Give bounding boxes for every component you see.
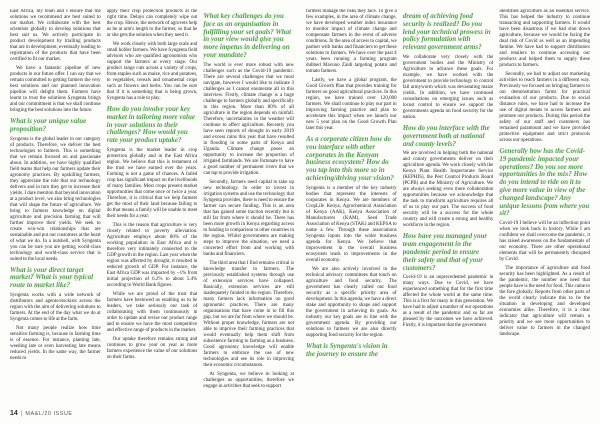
question-heading: What is Syngenta's vision in the journey to ensure the: [306, 341, 388, 358]
body-paragraph: Syngenta works with a wide network of distributors and agents/stockists across the region with the aim of delivering solutions to farmers. At the end of the day what we do at Syngenta comes to life at the farm.: [10, 292, 101, 322]
question-heading: What is your unique value proposition?: [10, 117, 87, 133]
issue-label: MA&L/20 ISSUE: [25, 411, 73, 417]
body-paragraph: At Syngenta, we believe in looking at challenges as opportunities, therefore we engage in activities that seek to support: [203, 371, 295, 389]
question-heading: Generally how has the Covid-19 pandemic impacted your operations? Do you see more opportunities in the mix? How do you intend to ride on it to give more value in view of the changed landscape? Any unique lessons from where you sit?: [499, 147, 590, 218]
text-column-6: [499, 9, 590, 402]
question-heading: How do you interface with the government both at national and county levels?: [402, 123, 490, 148]
body-paragraph: The world is ever more robust with new challenges such as the Covid-19 pandemic. There are several challenges that we must navigate, however I would like to indicate 3 challenges as I cannot enumerate all in this interview. Firstly, climate change is a huge challenge to farmers globally and specifically in this region. More than 80% of all agriculture in the region depends on rainfall. Therefore, uncertainties in the weather will continue to affect agriculture. Recently you have seen reports of drought in early 2019 and excess rains this year that have resulted in flooding in some parts of Kenya and Uganda. Climate change poses an opportunity to increase the proportion of irrigated farmlands. We are fortunate to have a good number of permanent rivers that we can tap to provide irrigation.: [203, 62, 295, 176]
question-heading: As a corporate citizen how do you interface with other corporates in the Kenyan business ecosystem? How do you tap into this more so in achieving/driving your vision?: [306, 135, 394, 182]
body-paragraph: farmers manage the risks they face. To give a few examples, in the area of climate change, we have developed weather index insurance to monitor impact of climate change and compensate farmers in the event of adverse conditions. In the area of access to capital, we partner with banks and financiers to get these solutions to farmers. We have over the past 4 years been running a farming program dubbed Mavuno Zaidi targeting potato and tomato farmers.: [306, 9, 397, 74]
body-paragraph: We are involved in helping both the national and county governments deliver on their agriculture agenda. We work closely with the Kenya Plant Health Inspectorate Service (KEPHIS), the Pest Control Products Board (PCPB) and the Ministry of Agriculture. We are always seeking even more collaboration opportunities because we acknowledge that the task to transform agriculture requires all of us to play our part. The success of food security will be a success for the whole country and will create a strong and healthy workforce in the region.: [402, 151, 494, 229]
question-heading: How have you managed your team engagement in the pandemic period to ensure their safety and that of your customers?: [402, 232, 488, 272]
question-heading: What key challenges do you face as an organisation in fulfilling your set goals? What in your view would give you more impetus in delivering on your mandate?: [203, 12, 292, 59]
body-paragraph: Not many people realize how time sensitive farming is, because in farming time is of essence. For instance, planting late, weeding late or even harvesting late means reduced yields. In the same way, the farmer needs to: [10, 325, 101, 361]
body-paragraph: East Africa, my team and I ensure that the solutions we recommend are best suited to our market. We collaborate with the best scientists globally to develop solutions that best suit us. We actively participate in product development by trialling products that are in development, eventually leading to registration of the products that have been certified to fit our market.: [10, 9, 101, 62]
text-column-4: [306, 9, 397, 402]
body-paragraph: We have a fantastic pipeline of new products in our future offer. I can say that we remain committed to getting farmers the very best solutions and our planned innovation pipeline will delight them. Farmers have learnt to trust the solutions Syngenta brings and our commitment is that we shall continue bringing the best solutions into the future.: [10, 66, 101, 113]
body-paragraph: identified agriculture as an essential service. This has helped the industry to continue transacting and supporting farmers. It would have been disastrous if we had shut down agriculture, because we would be facing the dual risk of Covid as well as an impending famine. We have had to support distributors and retailers to continue accessing our products and helped them to supply these products to farmers.: [499, 9, 591, 68]
body-paragraph: The importance of agriculture and food security has been highlighted. As a result of the pandemic, the number one need that people have is the need for food. This came to the fore globally. Reports from other parts of the world clearly indicate this to be the situation in developing and developed economies alike. Therefore, it is a clear indicator that agriculture will remain a priority and we see more opportunities to deliver value to farmers in the changed landscape.: [499, 266, 591, 338]
text-column-3: [203, 9, 294, 402]
question-heading: What is your direct target market? What is your typical route to market like?: [10, 265, 94, 290]
body-paragraph: Syngenta is the market leader in crop protection globally and in the East Africa region. We believe that this is testament of the trust we have earned over the years. Farming is not a game of chances. A failed crop has significant impact on the livelihoods of many families. Most crops present market opportunities that come once or twice a year. Therefore, it is critical that we help farmers get the most of their land because failing to do that means a family will be unable to meet their needs for a year.: [106, 147, 198, 219]
body-paragraph: Secondly, we had to adjust our marketing activities to reach farmers in a different way. Previously we focused on bringing farmers to our demonstration farms for practical evaluation of our products. Due to social distance rules, we have had to increase the use of digital means to access farmers and promote our products. During this period the safety of our staff and customers has remained paramount and we have provided protective equipment and strict protocols across our operations.: [499, 72, 591, 143]
text-column-5: [403, 9, 494, 402]
body-paragraph: apply their crop protection products at the right time. Delays can completely wipe out the crop. Hence, the network of agrovets help us be at arm's length to the farmer, so that he or she gets the solution when they need it.: [106, 9, 198, 38]
body-paragraph: We work closely with both large scale and small holder farmers. We have Syngenta field advisors who are qualified agronomists who support the farmers at every stage. Our product range cuts across a variety of crops, from staples such as maize, rice and potatoes, to vegetables, cereals and ornamental crops such as flowers and herbs. You can be sure that if it is something that is being grown, Syngenta has a role to play.: [106, 42, 198, 101]
text-column-2: [107, 9, 198, 402]
body-paragraph: The third area that I find remains critical is knowledge transfer to farmers. The previously established systems through use of extension services have collapsed. Basically, extension services are still inadequately funded in the region. Therefore, many farmers lack information on good agronomic practices. There are many organisations that have come in to fill this gap, but we are far from where we should be. Without proper knowledge, farmers are not able to improve their farming practices that would eventually help them shift from subsistence farming to farming as a business. Good agronomy knowledge will enable farmers to embrace the use of new technologies and see its role in improving their economic circumstances.: [203, 260, 295, 368]
footer-divider: |: [20, 411, 23, 417]
page-footer: [10, 410, 73, 417]
body-paragraph: Covid-19 I believe will be an inflection point when we look back in history. While I am confident we shall overcome the pandemic, it has raised awareness on the fundamentals of our economy. There are other operational elements that will be permanently disrupted by Covid.: [499, 221, 591, 263]
body-paragraph: This is the reason that agriculture is very closely related to poverty alleviation. Agriculture employs about 80% of the working population in East Africa and is therefore very intimately connected to the GDP growth in the region. Last year when the region was affected by drought, it resulted in reduced growth of GDP. For instance, the East Africa GDP was impacted by ~1% from initial projection of 6.2% to about 5.4% according to World Bank figures.: [106, 222, 198, 288]
question-heading: dream of achieving food security is realized? Do you lend your technical prowess in policy formulation with relevant government arms?: [402, 12, 491, 52]
body-paragraph: We are also actively involved in the technical advisory committees that touch on agriculture and food security. The government has clearly called out food security as a specific priority area of development. In this agenda, we have a direct stake and opportunity to shape and support the government in achieving its goals. As industry our key goals are in line with the government agenda. By providing our solutions to farmers we are also directly supporting food security for the region.: [306, 266, 397, 338]
body-paragraph: Syngenta is the global leader in our category of products. Therefore, we deliver the best technologies to farmers. This is something that we remain focused on and passionate about. In addition, we have highly qualified field teams that help our farmers update their agronomy practices. By upskilling farmers, they appreciate the role that our technology delivers and in turn they get to increase their yields. I dare mention that beyond innovation at a product level, we also bring technologies that will shape the future of agriculture. We bring to farmers knowledge on digital agriculture and precision farming that will further improve their yields. We seek to create win-win relationships that are sustainable and put our customers at the heart of what we do. In a nutshell, with Syngenta you can be sure you are getting world-class technology and world-class service that is suited to the local needs.: [10, 136, 101, 262]
article-columns: [10, 9, 590, 402]
text-column-1: [10, 9, 101, 402]
page-number: 14: [10, 410, 18, 417]
body-paragraph: Lastly, we have a global program, the Good Growth Plan that provides training for farmers on good agricultural practices. In this region, we have trained over 120,000 farmers. We shall continue to play our part in improving farming practice and plan to accelerate this impact when we launch our new 5 year plan on the Good Growth Plan later this year.: [306, 78, 397, 131]
body-paragraph: Syngenta is a member of the key industry bodies that represent the interests of corporates in Kenya. We are members of CropLife Kenya, Agrochemical Association of Kenya (AAK), Kenya Association of Manufacturers (KAM), Seed Trade Association of Kenya (STAK) and KEPSA to name a few. Through these associations Syngenta inputs into the wider business agenda for Kenya. We believe that improvement in the overall business ecosystem leads to improvements in the overall economy.: [306, 185, 397, 263]
body-paragraph: We collaborate very closely with the government bodies and the Ministry of Agriculture to advance these goals. For example, we have worked with the government to provide technology to control fall armyworm which was devastating maize yields. In addition, we have continued consultations on emerging issues such as locust control to ensure we support the governments agenda on food security for the nation.: [402, 54, 494, 120]
body-paragraph: Our uptake therefore remains strong and continues to grow year on year as more farmers experience the value of our solutions on their farms.: [106, 336, 198, 360]
body-paragraph: Covid-19 is an unprecedented pandemic in many ways. Due to Covid, we have experienced something that for the first time affected the whole world at the same time. This is a first for many in this generation. We have had to adjust a number of our operations as a result of the pandemic and so far are pleased by the outcomes we have achieved. Firstly, it is important that the government: [402, 275, 494, 329]
body-paragraph: Secondly, farmers need capital to take up new technology. In order to invest in irrigation systems and use the technology that Syngenta provides, there is need to ensure the farmer can secure funding. This is an area that has gained some traction recently but is still far from where it should be. There has been more growth in Kenya regarding access to funding in comparison to other countries in the region. Whilst governments are making steps to improve the situation, we need a concerted effort from and working with banks and financiers.: [203, 179, 295, 257]
body-paragraph: While we are proud of the trust that farmers have bestowed us enabling us to be leaders, we take seriously our task of collaborating with them continuously in order to update and revise our product range and to ensure we have the most competitive and effective range of products in the market.: [106, 291, 198, 333]
question-heading: How do you involve your key market in tailoring more value in your solutions to their challenges? How would you rate your product uptake?: [106, 105, 195, 145]
